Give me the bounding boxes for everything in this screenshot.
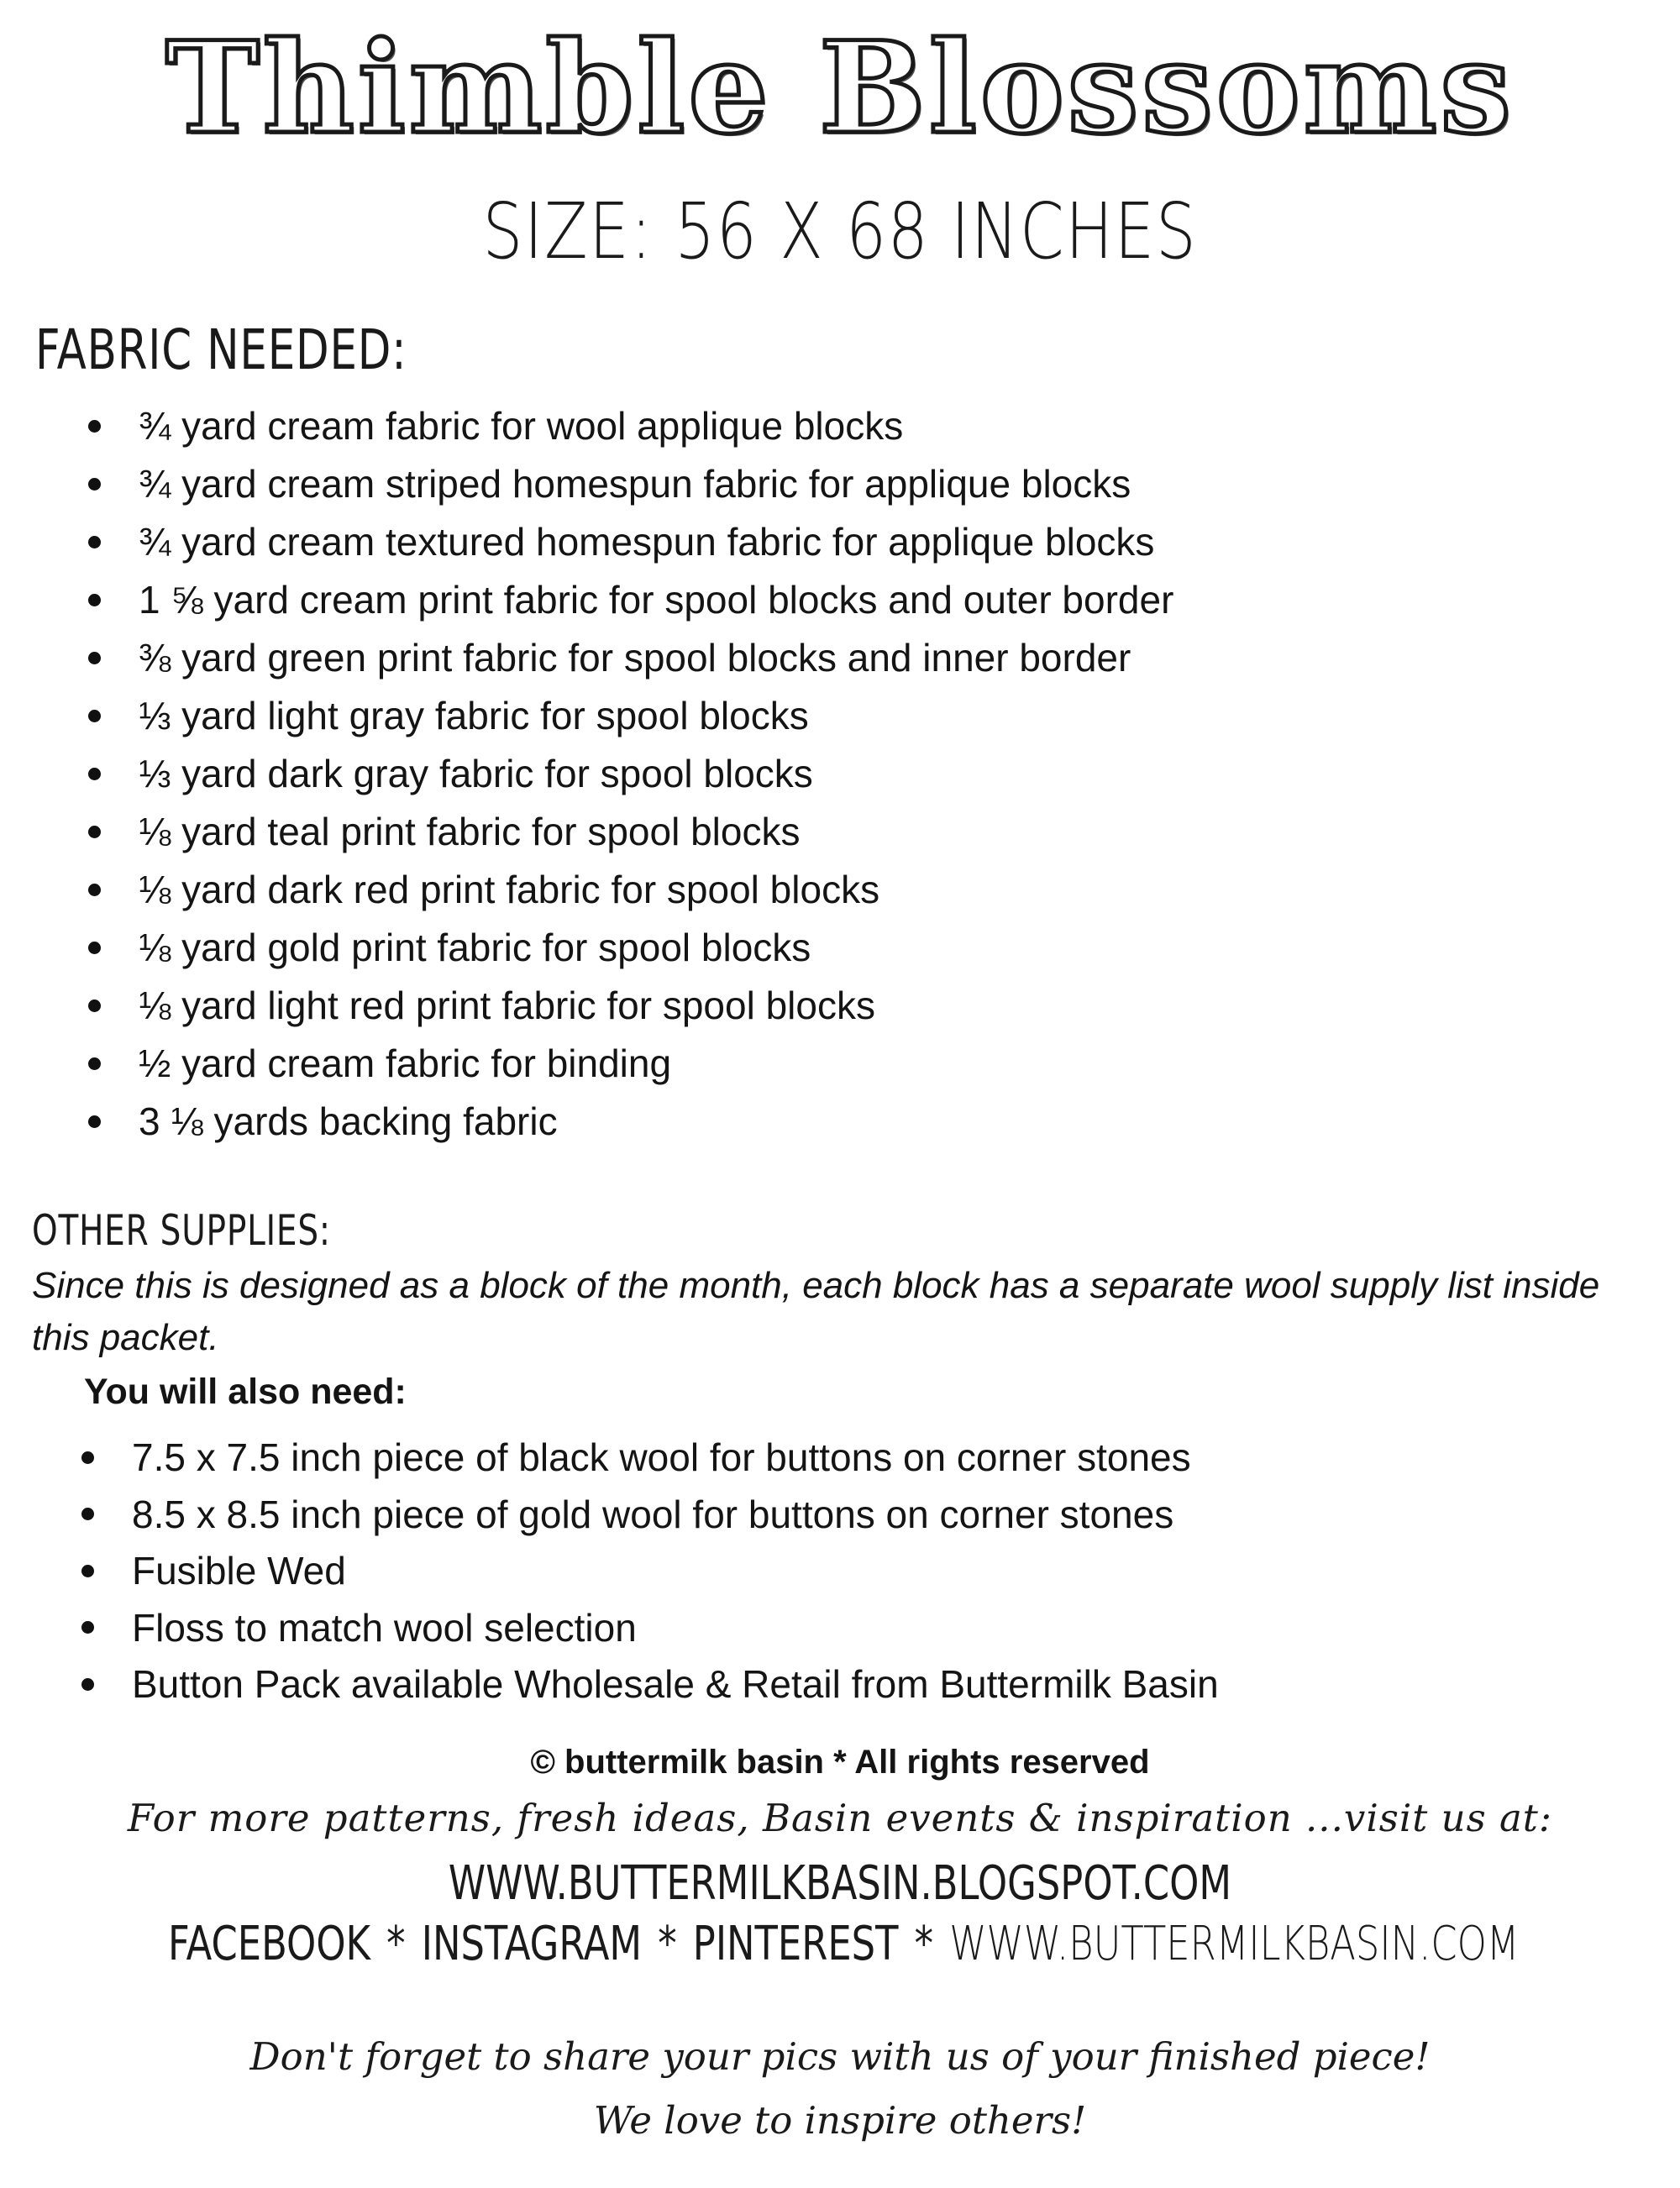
inspire-message: We love to inspire others! [593, 2098, 1087, 2143]
list-item: Button Pack available Wholesale & Retail from Buttermilk Basin [132, 1656, 1219, 1713]
quilt-size: SIZE: 56 X 68 INCHES [482, 186, 1198, 276]
list-item: 3 ⅛ yards backing fabric [139, 1093, 1173, 1151]
facebook-link[interactable]: FACEBOOK [168, 1917, 370, 1971]
pattern-title: Thimble Blossoms [165, 14, 1515, 162]
list-item: ⅛ yard dark red print fabric for spool blocks [139, 861, 1173, 919]
social-links [168, 1917, 1520, 1971]
also-need-heading: You will also need: [84, 1372, 407, 1412]
pinterest-link[interactable]: PINTEREST [692, 1917, 899, 1971]
list-item: ⅛ yard gold print fabric for spool blocks [139, 919, 1173, 977]
website-link[interactable]: WWW.BUTTERMILKBASIN.COM [949, 1917, 1520, 1971]
list-item: ⅛ yard light red print fabric for spool blocks [139, 977, 1173, 1035]
fabric-needed-heading: FABRIC NEEDED: [35, 317, 407, 382]
list-item: ½ yard cream fabric for binding [139, 1035, 1173, 1093]
list-item: ⅜ yard green print fabric for spool blocks and inner border [139, 629, 1173, 687]
list-item: ¾ yard cream textured homespun fabric for applique blocks [139, 513, 1173, 571]
supplies-list [132, 1430, 1219, 1713]
more-patterns-text: For more patterns, fresh ideas, Basin events & inspiration ...visit us at: [127, 1796, 1553, 1840]
instagram-link[interactable]: INSTAGRAM [421, 1917, 642, 1971]
list-item: 7.5 x 7.5 inch piece of black wool for buttons on corner stones [132, 1430, 1219, 1487]
separator: * [658, 1917, 677, 1971]
list-item: Fusible Wed [132, 1543, 1219, 1600]
share-message: Don't forget to share your pics with us of your finished piece! [249, 2034, 1431, 2079]
list-item: ⅓ yard dark gray fabric for spool blocks [139, 745, 1173, 803]
blog-url-link[interactable]: WWW.BUTTERMILKBASIN.BLOGSPOT.COM [448, 1856, 1232, 1911]
list-item: 1 ⅝ yard cream print fabric for spool blocks and outer border [139, 571, 1173, 629]
list-item: 8.5 x 8.5 inch piece of gold wool for buttons on corner stones [132, 1487, 1219, 1544]
list-item: ¾ yard cream fabric for wool applique blocks [139, 397, 1173, 455]
list-item: ¾ yard cream striped homespun fabric for applique blocks [139, 455, 1173, 513]
copyright-notice: © buttermilk basin * All rights reserved [530, 1744, 1150, 1781]
fabric-list [139, 397, 1173, 1151]
separator: * [386, 1917, 406, 1971]
other-supplies-heading: OTHER SUPPLIES: [32, 1206, 331, 1255]
separator: * [914, 1917, 934, 1971]
supplies-intro-text: Since this is designed as a block of the month, each block has a separate wool supply list inside this packet. [32, 1265, 1600, 1358]
list-item: ⅛ yard teal print fabric for spool blocks [139, 803, 1173, 861]
list-item: ⅓ yard light gray fabric for spool blocks [139, 687, 1173, 745]
list-item: Floss to match wool selection [132, 1600, 1219, 1657]
